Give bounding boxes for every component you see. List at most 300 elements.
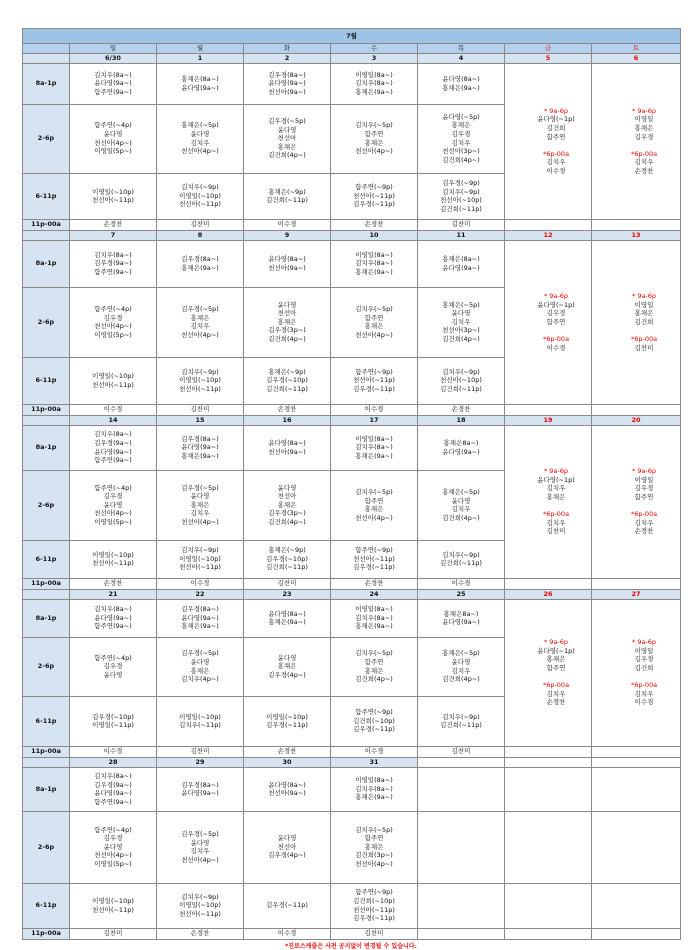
staff-entry: 김치우(8a~) (355, 259, 393, 268)
staff-entry: 천선아(9a~) (268, 447, 306, 456)
staff-entry: 김우경(~11p) (353, 384, 395, 393)
shift-cell (331, 425, 418, 470)
weekend-entry: *6p-00a (542, 681, 570, 690)
weekend-entry: 함주연 (546, 317, 566, 326)
shift-cell (331, 104, 418, 173)
shift-cell (331, 696, 418, 746)
staff-entry: 천선아(4p~) (355, 147, 393, 156)
staff-entry: 천선아 (277, 134, 297, 143)
weekend-entry: 홍채은 (634, 123, 654, 132)
staff-entry: 김치우(8a~) (355, 443, 393, 452)
staff-entry: 천선아(~10p) (440, 196, 482, 205)
weekend-entry (521, 141, 591, 150)
staff-entry: 홍채은(~5p) (442, 649, 480, 658)
weekday-header: 수 (331, 44, 418, 54)
shift-cell (331, 540, 418, 578)
date-cell: 13 (592, 230, 681, 240)
weekday-header: 토 (592, 44, 681, 54)
staff-entry: 윤다영(9a~) (181, 613, 219, 622)
staff-entry: 천선아(~11p) (353, 905, 395, 914)
staff-entry: 천선아(~11p) (179, 200, 221, 209)
staff-entry: 이영일(~10p) (179, 376, 221, 385)
weekend-entry: 김찬미 (546, 527, 566, 536)
night-shift-cell: 손경찬 (331, 219, 418, 230)
staff-entry: 윤다영 (277, 834, 297, 843)
staff-entry: 천선아(9a~) (268, 263, 306, 272)
staff-entry: 김우경(~5p) (181, 304, 219, 313)
staff-entry: 이영일(~11p) (92, 721, 134, 730)
staff-entry: 김우경(3p~) (268, 326, 306, 335)
staff-entry: 김우경 (451, 130, 471, 138)
staff-entry: 윤다영 (277, 483, 297, 492)
staff-entry: 김치우(~9p) (442, 367, 480, 376)
weekend-entry: 이영일 (634, 300, 654, 309)
shift-cell (157, 173, 244, 219)
staff-entry: 김우경 (103, 313, 123, 322)
staff-entry: 홍채은(9a~) (181, 451, 219, 460)
weekend-entry: 함주연 (634, 493, 654, 501)
night-shift-cell: 이수경 (70, 746, 157, 757)
weekend-entry: 김우경 (546, 309, 566, 318)
footnote: *진료스케줄은 사전 공지없이 변경될 수 있습니다. (285, 943, 417, 950)
staff-entry: 김우경(~11p) (353, 725, 395, 734)
weekday-header: 금 (505, 44, 592, 54)
date-cell: 27 (592, 589, 681, 599)
shift-cell (244, 696, 331, 746)
empty-cell (592, 757, 681, 767)
shift-cell (331, 599, 418, 637)
staff-entry: 홍채은(~5p) (181, 121, 219, 130)
staff-entry: 홍채은(~5p) (442, 487, 480, 496)
slot-label: 8a-1p (23, 767, 70, 811)
staff-entry: 홍채은(8a~) (442, 255, 480, 263)
date-cell: 23 (244, 589, 331, 599)
shift-cell (70, 173, 157, 219)
weekend-entry: 손경찬 (634, 527, 654, 536)
empty-cell (505, 578, 592, 589)
weekend-entry: *6p-00a (542, 510, 570, 519)
weekday-header: 월 (157, 44, 244, 54)
staff-entry: 윤다영 (190, 492, 210, 501)
date-cell: 26 (505, 589, 592, 599)
slot-label: 6-11p (23, 883, 70, 928)
empty-cell (505, 767, 592, 811)
night-shift-cell: 김찬미 (418, 219, 505, 230)
slot-label: 6-11p (23, 540, 70, 578)
staff-entry: 김치우(8a~) (94, 771, 132, 780)
weekend-cell (505, 63, 592, 219)
staff-entry: 이영일(~10p) (92, 187, 134, 196)
staff-entry: 김우경(8a~) (181, 434, 219, 443)
staff-entry: 김우경 (103, 492, 123, 501)
shift-cell (70, 883, 157, 928)
night-shift-cell: 이수경 (331, 404, 418, 415)
staff-entry: 김우경 (103, 662, 123, 671)
shift-cell (331, 811, 418, 883)
staff-entry: 천선아(~11p) (353, 191, 395, 200)
staff-entry: 함주연(9a~) (94, 87, 132, 96)
staff-entry: 김치우 (190, 509, 210, 518)
date-cell: 14 (70, 415, 157, 425)
staff-entry: 윤다영(9a~) (181, 789, 219, 798)
slot-label: 11p-00a (23, 746, 70, 757)
shift-cell (70, 637, 157, 696)
staff-entry: 김치우 (451, 317, 471, 326)
night-shift-cell: 김찬미 (157, 746, 244, 757)
shift-cell (70, 63, 157, 104)
staff-entry: 함주연(~9p) (355, 888, 393, 897)
shift-cell (418, 63, 505, 104)
staff-entry: 김우경(~5p) (181, 829, 219, 838)
staff-entry: 김치우 (451, 505, 471, 514)
shift-cell (157, 63, 244, 104)
staff-entry: 홍채은(~5p) (442, 300, 480, 309)
staff-entry: 함주연(~9p) (355, 546, 393, 555)
weekend-entry: 윤다영(~1p) (537, 300, 575, 309)
staff-entry: 김건희(4p~) (355, 675, 393, 684)
shift-cell (157, 104, 244, 173)
staff-entry: 김건희(~11p) (440, 384, 482, 393)
staff-entry: 김우경(~11p) (266, 901, 308, 910)
staff-entry: 윤다영(9a~) (181, 443, 219, 452)
weekday-header: 일 (70, 44, 157, 54)
staff-entry: 김우경(~10p) (92, 712, 134, 721)
night-shift-cell: 손경찬 (418, 404, 505, 415)
shift-cell (331, 470, 418, 540)
staff-entry: 윤다영(8a~) (268, 255, 306, 263)
night-shift-cell: 이수경 (418, 578, 505, 589)
staff-entry: 김치우(8a~) (94, 250, 132, 259)
weekday-corner (23, 44, 70, 54)
staff-entry: 천선아 (277, 492, 297, 501)
staff-entry: 천선아(~11p) (353, 376, 395, 385)
staff-entry: 이영일(~10p) (179, 712, 221, 721)
staff-entry: 김건희(4p~) (442, 155, 480, 164)
staff-entry: 김건희(~10p) (353, 897, 395, 905)
staff-entry: 이영일(~10p) (92, 550, 134, 559)
shift-cell (244, 63, 331, 104)
staff-entry: 김치우(8a~) (94, 430, 132, 439)
staff-entry: 홍채은 (364, 505, 384, 514)
staff-entry: 윤다영(9a~) (181, 83, 219, 92)
shift-cell (70, 767, 157, 811)
staff-entry: 윤다영 (103, 842, 123, 851)
shift-cell (157, 696, 244, 746)
staff-entry: 천선아 (277, 842, 297, 851)
staff-entry: 천선아(4p~) (94, 322, 132, 331)
staff-entry: 이영일(8a~) (355, 70, 393, 79)
staff-entry: 김건희(4p~) (268, 517, 306, 526)
date-cell: 8 (157, 230, 244, 240)
staff-entry: 김치우(~5p) (355, 304, 393, 313)
staff-entry: 함주연 (364, 313, 384, 322)
weekend-entry: * 9a-6p (543, 467, 569, 476)
shift-cell (157, 287, 244, 357)
shift-cell (331, 63, 418, 104)
staff-entry: 천선아(~11p) (179, 909, 221, 918)
staff-entry: 김치우(8a~) (94, 70, 132, 79)
date-corner (23, 415, 70, 425)
shift-cell (418, 470, 505, 540)
staff-entry: 김치우 (190, 138, 210, 147)
staff-entry: 함주연 (364, 834, 384, 843)
shift-cell (244, 767, 331, 811)
night-shift-cell: 김찬미 (331, 928, 418, 939)
staff-entry: 홍채은(9a~) (181, 263, 219, 272)
weekend-entry: 이수경 (546, 166, 566, 175)
shift-cell (418, 540, 505, 578)
slot-label: 2-6p (23, 287, 70, 357)
staff-entry: 김치우(8a~) (355, 79, 393, 88)
staff-entry: 함주연(9a~) (94, 267, 132, 276)
staff-entry: 천선아(3p~) (442, 147, 480, 156)
staff-entry: 김건희(~11p) (266, 384, 308, 393)
staff-entry: 천선아(4p~) (181, 855, 219, 864)
slot-label: 11p-00a (23, 928, 70, 939)
slot-label: 2-6p (23, 637, 70, 696)
schedule-sheet (22, 28, 680, 950)
date-cell: 4 (418, 53, 505, 63)
night-shift-cell: 김찬미 (244, 578, 331, 589)
weekend-entry: * 9a-6p (632, 467, 657, 476)
staff-entry: 김우경(~11p) (353, 200, 395, 209)
empty-cell (592, 404, 681, 415)
staff-entry: 홍채은(~9p) (268, 546, 306, 555)
staff-entry: 윤다영 (103, 130, 123, 138)
staff-entry: 윤다영 (190, 658, 210, 666)
staff-entry: 홍채은(~9p) (268, 367, 306, 376)
staff-entry: 윤다영(9a~) (94, 447, 132, 456)
staff-entry: 윤다영 (451, 496, 471, 505)
weekend-cell (592, 63, 681, 219)
shift-cell (157, 425, 244, 470)
weekend-entry: 홍채은 (634, 309, 654, 318)
staff-entry: 천선아(~11p) (92, 380, 134, 389)
staff-entry: 함주연(9a~) (94, 797, 132, 806)
weekend-entry: *6p-00a (630, 149, 658, 158)
weekend-cell (505, 240, 592, 404)
weekend-entry: 윤다영(~1p) (537, 646, 575, 655)
shift-cell (70, 240, 157, 287)
staff-entry: 이영일(5p~) (94, 517, 132, 526)
staff-entry: 이영일(~10p) (92, 897, 134, 905)
weekend-entry: 김건희 (546, 123, 566, 132)
staff-entry: 천선아(~11p) (353, 554, 395, 563)
slot-label: 6-11p (23, 173, 70, 219)
staff-entry: 천선아(3p~) (442, 326, 480, 335)
staff-entry: 김건희(4p~) (442, 334, 480, 343)
staff-entry: 윤다영(9a~) (94, 789, 132, 798)
shift-cell (331, 637, 418, 696)
staff-entry: 함주연(9a~) (94, 456, 132, 465)
shift-cell (157, 470, 244, 540)
staff-entry: 홍채은8a~) (443, 439, 479, 447)
staff-entry: 함주연(~9p) (355, 708, 393, 717)
night-shift-cell: 이수경 (70, 404, 157, 415)
slot-label: 8a-1p (23, 599, 70, 637)
empty-cell (418, 928, 505, 939)
staff-entry: 홍채은8a~) (443, 609, 479, 618)
staff-entry: 김치우(~5p) (355, 121, 393, 130)
staff-entry: 김건희(4p~) (268, 151, 306, 160)
staff-entry: 함주연(~9p) (355, 367, 393, 376)
date-cell: 7 (70, 230, 157, 240)
staff-entry: 김우경(~5p) (181, 649, 219, 658)
weekend-entry: 김치우 (634, 158, 654, 167)
weekend-entry: 김치우 (634, 689, 654, 698)
staff-entry: 김치우(~9p) (181, 546, 219, 555)
weekend-entry: 김치우 (546, 158, 566, 167)
weekend-entry: 김찬미 (634, 343, 654, 352)
staff-entry: 윤다영(8a~) (442, 75, 480, 83)
staff-entry: 홍채은(9a~) (355, 793, 393, 802)
staff-entry: 홍채은(~9p) (268, 187, 306, 196)
weekend-entry: *6p-00a (542, 149, 570, 158)
staff-entry: 김치우(~9p) (442, 712, 480, 721)
date-cell: 3 (331, 53, 418, 63)
staff-entry: 김치우(4p~) (181, 675, 219, 684)
shift-cell (244, 883, 331, 928)
weekend-entry: * 9a-6p (632, 638, 657, 647)
empty-cell (418, 757, 505, 767)
shift-cell (244, 425, 331, 470)
staff-entry: 김우경(8a~) (181, 780, 219, 789)
weekend-entry: 김건희 (634, 664, 654, 672)
shift-cell (418, 425, 505, 470)
staff-entry: 홍채은 (190, 313, 210, 322)
weekend-entry: 김치우 (546, 484, 566, 493)
staff-entry: 김치우(~11p) (179, 721, 221, 730)
staff-entry: 윤다영 (451, 658, 471, 666)
staff-entry: 윤다영 (451, 309, 471, 318)
staff-entry: 윤다영 (103, 500, 123, 509)
date-corner (23, 230, 70, 240)
schedule-table (22, 28, 681, 940)
staff-entry: 윤다영 (190, 130, 210, 138)
date-cell: 30 (244, 757, 331, 767)
shift-cell (244, 357, 331, 404)
empty-cell (505, 404, 592, 415)
shift-cell (70, 599, 157, 637)
staff-entry: 함주연(9a~) (94, 622, 132, 631)
empty-cell (505, 219, 592, 230)
weekend-entry: 김건희 (634, 317, 654, 326)
staff-entry: 김치우(~9p) (181, 183, 219, 192)
shift-cell (70, 811, 157, 883)
shift-cell (244, 470, 331, 540)
shift-cell (70, 696, 157, 746)
staff-entry: 이영일(~10p) (92, 372, 134, 380)
night-shift-cell: 김찬미 (157, 219, 244, 230)
staff-entry: 홍채은(9a~) (442, 83, 480, 92)
shift-cell (157, 599, 244, 637)
slot-label: 8a-1p (23, 240, 70, 287)
slot-label: 6-11p (23, 357, 70, 404)
staff-entry: 홍채은 (364, 666, 384, 675)
weekend-cell (505, 425, 592, 578)
weekend-entry: *6p-00a (630, 334, 658, 343)
staff-entry: 김건희(~11p) (266, 196, 308, 205)
staff-entry: 홍채은(9a~) (355, 622, 393, 631)
staff-entry: 천선아(9a~) (268, 789, 306, 798)
staff-entry: 천선아(4p~) (94, 138, 132, 147)
staff-entry: 함주연(~4p) (94, 304, 132, 313)
staff-entry: 함주연(~4p) (94, 653, 132, 662)
staff-entry: 천선아(4p~) (181, 330, 219, 339)
staff-entry: 윤다영 (277, 653, 297, 662)
weekend-entry (521, 326, 591, 335)
staff-entry: 김건희(~11p) (440, 204, 482, 213)
weekend-entry: 이영일 (634, 115, 654, 124)
empty-cell (592, 883, 681, 928)
staff-entry: 홍채은(9a~) (355, 87, 393, 96)
staff-entry: 이영일(8a~) (355, 776, 393, 785)
weekend-entry: 손경찬 (546, 698, 566, 707)
staff-entry: 함주연 (364, 130, 384, 138)
shift-cell (70, 425, 157, 470)
empty-cell (592, 767, 681, 811)
date-cell: 29 (157, 757, 244, 767)
date-cell: 9 (244, 230, 331, 240)
staff-entry: 천선아(4p~) (355, 513, 393, 522)
staff-entry: 홍채은 (190, 666, 210, 675)
date-cell: 17 (331, 415, 418, 425)
date-cell: 6/30 (70, 53, 157, 63)
weekend-entry: *6p-00a (630, 510, 658, 519)
staff-entry: 김치우(~5p) (355, 825, 393, 834)
shift-cell (244, 540, 331, 578)
night-shift-cell: 손경찬 (331, 578, 418, 589)
staff-entry: 홍채은 (364, 322, 384, 331)
slot-label: 8a-1p (23, 425, 70, 470)
staff-entry: 홍채은(9a~) (355, 267, 393, 276)
date-cell: 25 (418, 589, 505, 599)
staff-entry: 윤다영 (103, 670, 123, 679)
staff-entry: 홍채은 (190, 500, 210, 509)
weekend-entry: * 9a-6p (543, 106, 569, 115)
staff-entry: 이영일(~10p) (179, 191, 221, 200)
shift-cell (244, 240, 331, 287)
staff-entry: 홍채은 (277, 662, 297, 671)
date-cell: 22 (157, 589, 244, 599)
staff-entry: 윤다영(9a~) (94, 613, 132, 622)
slot-label: 11p-00a (23, 578, 70, 589)
shift-cell (418, 696, 505, 746)
weekday-header: 목 (418, 44, 505, 54)
staff-entry: 윤다영(8a~) (268, 780, 306, 789)
staff-entry: 홍채은(9a~) (181, 622, 219, 631)
staff-entry: 이영일(8a~) (355, 250, 393, 259)
staff-entry: 김치우(8a~) (355, 784, 393, 793)
weekend-entry: 김치우 (546, 518, 566, 527)
night-shift-cell: 이수경 (331, 746, 418, 757)
staff-entry: 김치우(~5p) (355, 487, 393, 496)
shift-cell (244, 287, 331, 357)
shift-cell (331, 883, 418, 928)
staff-entry: 윤다영(9a~) (442, 263, 480, 272)
empty-cell (505, 883, 592, 928)
staff-entry: 김치우(~9p) (181, 892, 219, 901)
staff-entry: 홍채은 (277, 317, 297, 326)
staff-entry: 김우경(8a~) (181, 605, 219, 614)
staff-entry: 천선아(4p~) (355, 859, 393, 868)
weekend-entry (608, 326, 680, 335)
weekend-entry: 이영일 (634, 475, 654, 484)
staff-entry: 김우경(9a~) (94, 439, 132, 447)
weekend-entry: 이수경 (546, 343, 566, 352)
date-cell: 2 (244, 53, 331, 63)
weekend-entry (521, 673, 591, 682)
